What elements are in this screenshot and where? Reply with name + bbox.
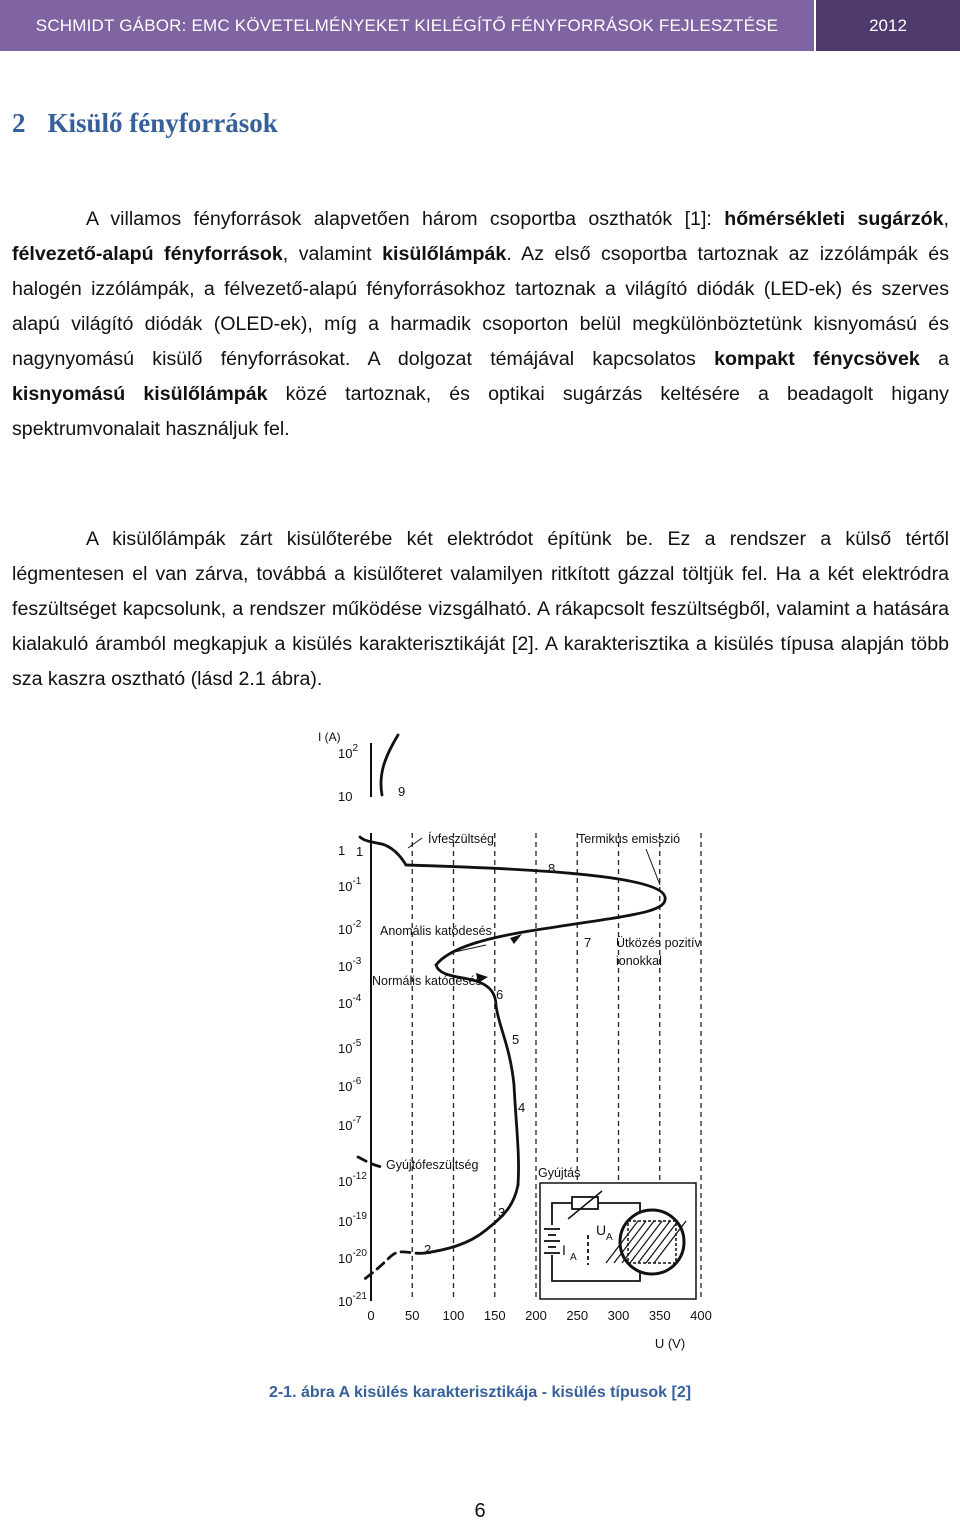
- y-tick-exponent: -5: [352, 1038, 362, 1049]
- bold-run: kisülőlámpák: [382, 243, 507, 265]
- inset-current-sub: A: [570, 1252, 577, 1263]
- y-tick-exponent: -19: [352, 1211, 367, 1222]
- segment-number: 5: [512, 1032, 520, 1047]
- y-tick-exponent: -6: [352, 1076, 362, 1087]
- segment-number: 6: [496, 987, 504, 1002]
- inset-voltage-label: U: [596, 1222, 607, 1238]
- y-tick-exponent: -4: [352, 993, 362, 1004]
- annotation-label: ionokkal: [616, 954, 662, 968]
- y-tick-exponent: -1: [352, 876, 362, 887]
- y-tick-label: $10^{-12}$: [338, 1171, 367, 1189]
- y-tick-exponent: -3: [352, 956, 362, 967]
- y-tick-label: $10^{-7}$: [338, 1115, 362, 1133]
- text-run: a: [919, 348, 950, 370]
- bold-run: félvezető-alapú fényforrások: [12, 243, 283, 265]
- y-tick-exponent: -12: [352, 1171, 367, 1182]
- running-header: [0, 0, 960, 51]
- annotation-label: Anomális katódesés: [380, 924, 492, 938]
- y-tick-label-upper: 10: [338, 789, 353, 804]
- section-title: Kisülő fényforrások: [47, 108, 278, 138]
- segment-number: 1: [356, 844, 364, 859]
- circuit-inset: [540, 1183, 696, 1299]
- curve-9: [381, 735, 398, 795]
- text-run: , valamint: [282, 243, 383, 265]
- figure-caption: 2-1. ábra A kisülés karakterisztikája - kisülés típusok [2]: [268, 1384, 692, 1401]
- x-tick-label: 250: [566, 1308, 589, 1323]
- leader-line: [408, 838, 422, 848]
- inset-current-label: I: [562, 1242, 566, 1258]
- y-tick-label: $10^{-21}$: [338, 1291, 367, 1309]
- curve-1: [360, 837, 406, 865]
- leader-line: [646, 849, 660, 885]
- resistor: [572, 1197, 598, 1209]
- y-tick-exponent: -7: [352, 1115, 362, 1126]
- y-tick-label: $10^{-20}$: [338, 1248, 367, 1266]
- text-run: A villamos fényforrások alapvetően három csoportba oszthatók [1]:: [86, 208, 725, 230]
- y-tick-label: $10^{-2}$: [338, 919, 362, 937]
- discharge-chart: [300, 725, 720, 1365]
- y-tick-label-upper: $10^2$: [338, 743, 359, 761]
- y-tick-exponent: 2: [352, 743, 359, 754]
- y-tick-label: $10^{-3}$: [338, 956, 362, 974]
- header-title: SCHMIDT GÁBOR: EMC KÖVETELMÉNYEKET KIELÉGÍTŐ FÉNYFORRÁSOK FEJLESZTÉSE: [0, 0, 814, 51]
- x-tick-label: 150: [483, 1308, 506, 1323]
- text-run: A kisülőlámpák zárt kisülőterébe két elektródot építünk be. Ez a rendszer a külső tértől légmentesen el van zárva, továbbá a kisülőteret valamilyen ritkított gázzal töltjük fel. Ha a két elektródra feszültséget kapcsolunk, a rendszer működése vizsgálható. A rákapcsolt feszültségből, valamint a hatására kialakuló áramból megkapjuk a kisülés karakterisztikáját [2]. A karakterisztika a kisülés típusa alapján több sza kaszra osztható (lásd 2.1 ábra).: [12, 528, 949, 690]
- inset-voltage-sub: A: [606, 1232, 613, 1243]
- y-tick-exponent: -21: [352, 1291, 367, 1302]
- x-axis-label: U (V): [654, 1336, 686, 1351]
- x-tick-label: 50: [405, 1308, 420, 1323]
- section-heading: [12, 108, 278, 139]
- paragraph-2: [12, 522, 949, 697]
- segment-number: 2: [424, 1242, 432, 1257]
- annotation-label: Ívfeszültség: [428, 832, 495, 846]
- annotation-label: Termikus emisszió: [578, 832, 681, 846]
- segment-number: 8: [548, 861, 556, 876]
- bold-run: kompakt fénycsövek: [714, 348, 920, 370]
- y-axis-label: I (A): [318, 730, 341, 744]
- segment-number: 9: [398, 784, 406, 799]
- text-run: ,: [943, 208, 949, 230]
- page-number: 6: [474, 1500, 486, 1522]
- bold-run: kisnyomású kisülőlámpák: [12, 383, 268, 405]
- discharge-characteristic-figure: [300, 725, 720, 1365]
- x-tick-label: 350: [648, 1308, 671, 1323]
- y-tick-label: $10^{-6}$: [338, 1076, 362, 1094]
- x-tick-label: 400: [690, 1308, 712, 1323]
- x-tick-label: 200: [525, 1308, 547, 1323]
- text-run: közé tartoznak, és optikai sugárzás keltésére a beadagolt higany spektrumvonalait használjuk fel.: [12, 383, 949, 440]
- text-run: . Az első csoportba tartoznak az izzólámpák és halogén izzólámpák, a félvezető-alapú fényforrásokhoz tartoznak a világító diódák (LED-ek) és szerves alapú világító diódák (OLED-ek), míg a harmadik csoporton belül megkülönböztetünk kisnyomású és nagynyomású kisülő fényforrásokat. A dolgozat témájával kapcsolatos: [12, 243, 950, 370]
- x-tick-label: 100: [442, 1308, 465, 1323]
- segment-number: 7: [584, 935, 592, 950]
- segment-number: 3: [498, 1205, 506, 1220]
- annotation-label: Ütközés pozitív: [616, 936, 701, 950]
- annotation-label: Gyújtás: [538, 1166, 581, 1180]
- y-tick-label: $10^{-1}$: [338, 876, 362, 894]
- bold-run: hőmérsékleti sugárzók: [724, 208, 944, 230]
- y-tick-label: $10^{-19}$: [338, 1211, 367, 1229]
- y-tick-label: $10^{-4}$: [338, 993, 362, 1011]
- paragraph-1: [12, 202, 949, 447]
- segment-number: 4: [518, 1100, 526, 1115]
- y-tick-label: 1: [338, 843, 346, 858]
- y-tick-exponent: -20: [352, 1248, 367, 1259]
- x-tick-label: 0: [367, 1308, 375, 1323]
- y-tick-exponent: -2: [352, 919, 362, 930]
- annotation-label: Gyújtófeszültség: [386, 1158, 479, 1172]
- header-year: 2012: [816, 0, 960, 51]
- section-number: 2: [12, 108, 26, 138]
- annotation-label: Normális katódesés: [372, 974, 482, 988]
- x-tick-label: 300: [607, 1308, 630, 1323]
- y-tick-label: $10^{-5}$: [338, 1038, 362, 1056]
